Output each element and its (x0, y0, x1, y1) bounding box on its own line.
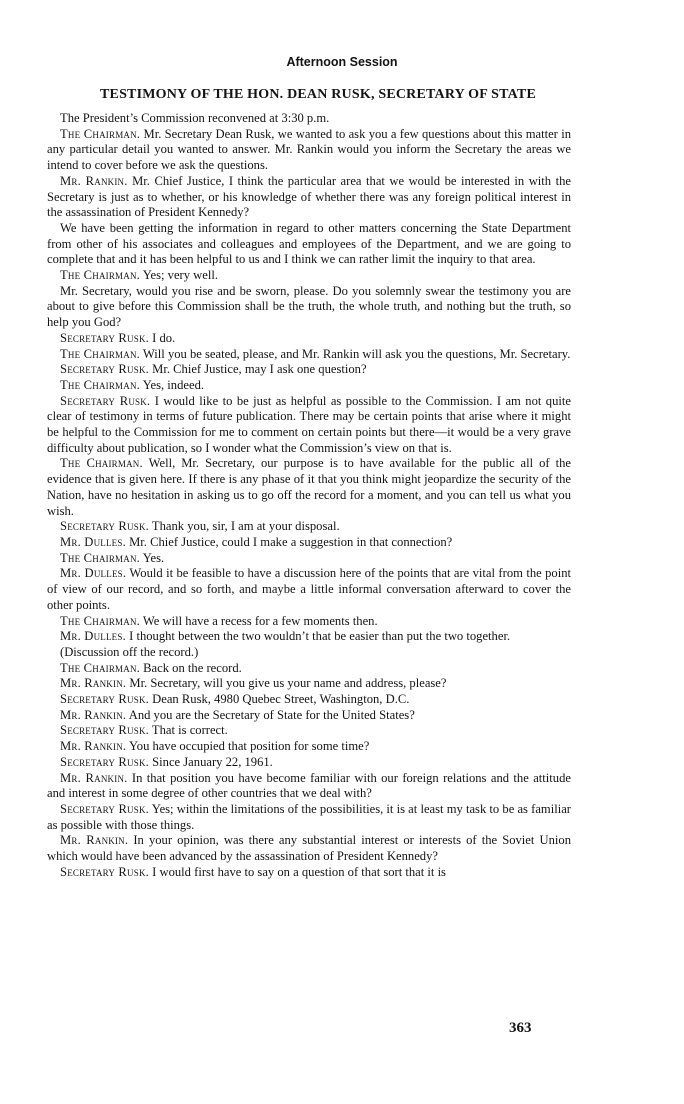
transcript-paragraph (47, 692, 571, 708)
transcript-paragraph (47, 456, 571, 519)
page-number: 363 (509, 1020, 532, 1036)
speech-text: I would like to be just as helpful as possible to the Commission. I am not quite clear of testimony in terms of future publication. There may be certain points that arise where it might be helpful to the Commission for me to comment on certain points but there—it would be a very grave difficulty about publication, so I wonder what the Commission’s view on that is. (47, 393, 571, 455)
transcript-paragraph (47, 661, 571, 677)
transcript-paragraph (47, 268, 571, 284)
speech-text: The President’s Commission reconvened at 3:30 p.m. (60, 111, 330, 125)
speech-text: Will you be seated, please, and Mr. Rankin will ask you the questions, Mr. Secretary. (142, 346, 571, 361)
speaker-name: Secretary Rusk. (60, 692, 149, 707)
transcript-paragraph (47, 771, 571, 802)
testimony-title: TESTIMONY OF THE HON. DEAN RUSK, SECRETARY OF STATE (100, 87, 536, 102)
speaker-name: Mr. Rankin. (60, 676, 127, 691)
session-heading: Afternoon Session (286, 55, 398, 69)
speech-text: In your opinion, was there any substantial interest or interests of the Soviet Union which would have been advanced by the assassination of President Kennedy? (47, 833, 571, 864)
transcript-paragraph (47, 362, 571, 378)
speech-text: Mr. Secretary Dean Rusk, we wanted to ask you a few questions about this matter in any particular detail you wanted to answer. Mr. Rankin would you inform the Secretary the areas we intend to cover before we ask the questions. (47, 126, 571, 173)
speaker-name: The Chairman. (60, 126, 141, 141)
speaker-name: Mr. Rankin. (60, 739, 127, 754)
transcript-paragraph (47, 331, 571, 347)
speaker-name: Secretary Rusk. (60, 864, 149, 879)
speaker-name: The Chairman. (60, 613, 140, 628)
transcript-paragraph (47, 566, 571, 613)
speaker-name: Secretary Rusk. (60, 362, 149, 377)
speaker-name: Mr. Rankin. (60, 173, 128, 188)
speaker-name: Mr. Dulles. (60, 534, 126, 549)
speech-text: I would first have to say on a question of that sort that it is (152, 864, 446, 879)
speaker-name: Secretary Rusk. (60, 754, 149, 769)
speech-text: (Discussion off the record.) (60, 644, 199, 659)
transcript-paragraph (47, 865, 571, 881)
speaker-name: Secretary Rusk. (60, 393, 151, 408)
speech-text: Would it be feasible to have a discussion here of the points that are vital from the point of view of our record, and so forth, and maybe a little informal conversation afterward to cover the other points. (47, 566, 571, 612)
speaker-name: Secretary Rusk. (60, 519, 149, 534)
speech-text: Mr. Secretary, would you rise and be sworn, please. Do you solemnly swear the testimony you are about to give before this Commission shall be the truth, the whole truth, and nothing but the truth, so help you God? (47, 283, 571, 330)
speech-text: Yes. (142, 550, 165, 565)
transcript-paragraph (47, 111, 571, 127)
speech-text: In that position you have become familiar with our foreign relations and the attitude and interest in some degree of other countries that we deal with? (47, 770, 571, 801)
speaker-name: The Chairman. (60, 268, 140, 283)
speech-text: Yes; very well. (142, 268, 219, 283)
speaker-name: The Chairman. (60, 550, 140, 565)
speech-text: Mr. Chief Justice, I think the particular area that we would be interested in with the Secretary is just as to whether, or his knowledge of whether there was any foreign political interest in the assassination of President Kennedy? (47, 173, 571, 220)
transcript-paragraph (47, 519, 571, 535)
speaker-name: Secretary Rusk. (60, 801, 150, 816)
speaker-name: Mr. Rankin. (60, 833, 129, 848)
speaker-name: Secretary Rusk. (60, 330, 149, 345)
transcript-paragraph (47, 739, 571, 755)
speech-text: Yes; within the limitations of the possibilities, it is at least my task to be as familiar as possible with those things. (47, 801, 571, 832)
speech-text: That is correct. (151, 723, 228, 738)
transcript-paragraph (47, 378, 571, 394)
speaker-name: The Chairman. (60, 377, 140, 392)
speech-text: I do. (152, 330, 176, 345)
transcript-paragraph (47, 802, 571, 833)
transcript-paragraph (47, 284, 571, 331)
transcript-paragraph (47, 551, 571, 567)
speaker-name: The Chairman. (60, 346, 140, 361)
speaker-name: The Chairman. (60, 456, 143, 471)
transcript-paragraph (47, 708, 571, 724)
transcript-paragraph (47, 645, 571, 661)
speech-text: Well, Mr. Secretary, our purpose is to have available for the public all of the evidence that is given here. If there is any phase of it that you think might jeopardize the security of the Nation, have no hesitation in asking us to go off the record for a moment, and you can tell us what you wish. (47, 456, 571, 518)
transcript-paragraph (47, 833, 571, 864)
transcript-paragraph (47, 629, 571, 645)
transcript-paragraph (47, 174, 571, 221)
speech-text: Mr. Chief Justice, may I ask one question? (152, 362, 367, 377)
transcript-paragraph (47, 535, 571, 551)
speaker-name: Secretary Rusk. (60, 723, 149, 738)
speech-text: We will have a recess for a few moments then. (142, 613, 378, 628)
speech-text: Dean Rusk, 4980 Quebec Street, Washington, D.C. (152, 692, 410, 707)
speech-text: Back on the record. (143, 660, 242, 675)
speech-text: Since January 22, 1961. (152, 754, 273, 769)
transcript-paragraph (47, 676, 571, 692)
speaker-name: Mr. Rankin. (60, 707, 127, 722)
speech-text: Yes, indeed. (142, 377, 205, 392)
transcript-paragraph (47, 347, 571, 363)
transcript-body (47, 111, 571, 880)
transcript-paragraph (47, 394, 571, 457)
speech-text: You have occupied that position for some time? (128, 739, 370, 754)
speech-text: I thought between the two wouldn’t that be easier than put the two together. (129, 629, 511, 644)
speaker-name: Mr. Rankin. (60, 770, 128, 785)
transcript-paragraph (47, 723, 571, 739)
speech-text: Mr. Secretary, will you give us your name and address, please? (129, 676, 447, 691)
transcript-paragraph (47, 127, 571, 174)
transcript-paragraph (47, 755, 571, 771)
speech-text: Thank you, sir, I am at your disposal. (151, 519, 340, 534)
transcript-paragraph (47, 614, 571, 630)
speaker-name: Mr. Dulles. (60, 629, 126, 644)
speech-text: Mr. Chief Justice, could I make a suggestion in that connection? (129, 534, 453, 549)
speech-text: We have been getting the information in regard to other matters concerning the State Department from other of his associates and colleagues and employees of the Department, and we are going to complete that and it has been helpful to us and I think we can rather limit the inquiry to that area. (47, 220, 571, 267)
speech-text: And you are the Secretary of State for the United States? (128, 707, 415, 722)
transcript-paragraph (47, 221, 571, 268)
speaker-name: The Chairman. (60, 660, 140, 675)
speaker-name: Mr. Dulles. (60, 566, 127, 581)
